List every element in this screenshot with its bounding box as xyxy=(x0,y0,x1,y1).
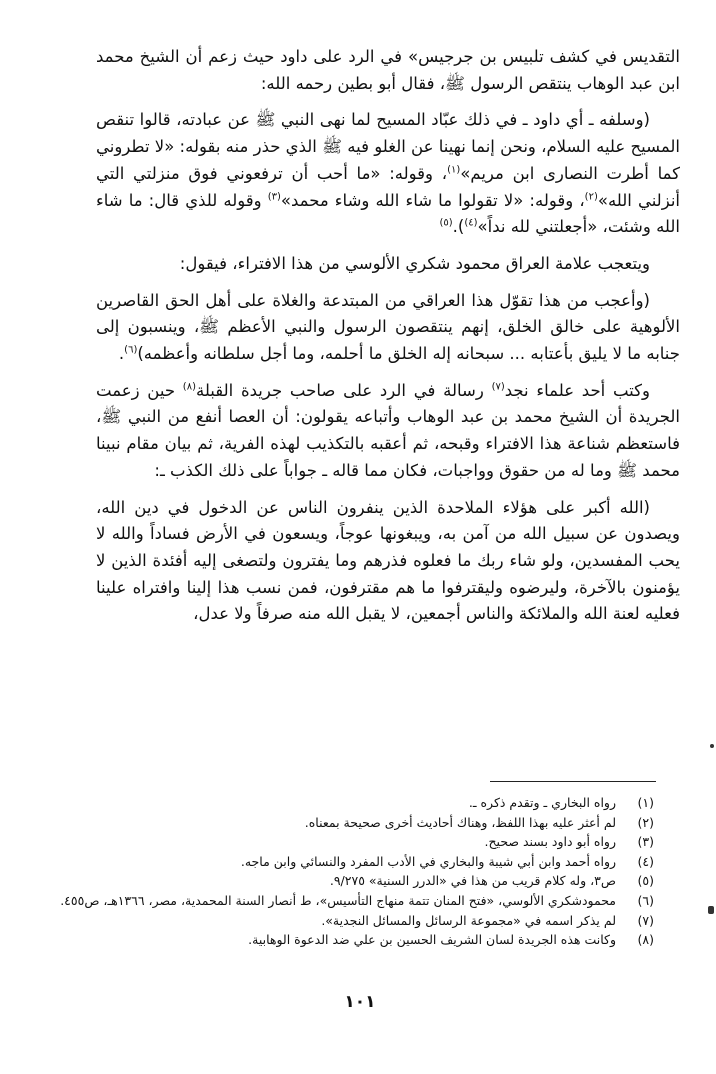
footnote-6 xyxy=(60,891,654,911)
footnote-7 xyxy=(60,911,654,931)
footnote-reference: (٦) xyxy=(124,344,138,356)
footnote-text: ص٣، وله كلام قريب من هذا في «الدرر السنية» ٩/٢٧٥. xyxy=(329,873,617,889)
footnote-4 xyxy=(60,852,654,872)
footnote-1 xyxy=(60,793,654,813)
footnote-number: (١) xyxy=(637,795,654,810)
footnote-reference: (٧) xyxy=(491,381,505,393)
footnote-8 xyxy=(60,930,654,950)
footnote-reference: (٢) xyxy=(584,191,598,203)
paragraph-3-alusi-intro: ويتعجب علامة العراق محمود شكري الألوسي من هذا الافتراء، فيقول: xyxy=(179,253,650,273)
footnotes xyxy=(60,793,654,950)
footnote-number: (٨) xyxy=(637,932,654,948)
paragraph-4-quote-alusi: (وأعجب من هذا تقوّل هذا العراقي من المبتدعة والغلاة على أهل الحق القاصرين الألوهية على خالق الخلق، إنهم ينتقصون الرسول والنبي الأعظم ﷺ، وينسبون إلى جنابه ما لا يليق بأعتابه ... سبحانه إله الخلق ما أحلمه، وما أجل سلطانه وأعظمه)$^{(٦)}$. xyxy=(96,290,680,364)
main-text xyxy=(96,44,680,638)
paragraph-5-najd-scholar: وكتب أحد علماء نجد$^{(٧)}$ رسالة في الرد على صاحب جريدة القبلة$^{(٨)}$ حين زعمت الجريدة أن الشيخ محمد بن عبد الوهاب وأتباعه يقولون: أن العصا أنفع من النبي ﷺ، فاستعظم شناعة هذا الافتراء وقبحه، ثم أعقبه بالتكذيب لهذه الفرية، ثم بيان مقام نبينا محمد ﷺ وما له من حقوق وواجبات، فكان مما قاله ـ جواباً على ذلك الكذب ـ: xyxy=(96,380,680,480)
footnote-text: رواه أحمد وابن أبي شيبة والبخاري في الأدب المفرد والنسائي وابن ماجه. xyxy=(240,853,617,869)
footnote-number: (٣) xyxy=(637,834,654,850)
page-number: ١٠١ xyxy=(344,992,376,1012)
footnote-text: محمودشكري الألوسي، «فتح المنان تتمة منهاج التأسيس»، ط أنصار السنة المحمدية، مصر، ١٣٦٦هـ، ص٤٥٥. xyxy=(60,892,617,908)
footnote-separator xyxy=(490,781,656,782)
footnote-5 xyxy=(60,871,654,891)
footnote-2 xyxy=(60,813,654,833)
paragraph-1: التقديس في كشف تلبيس بن جرجيس» في الرد على داود حيث زعم أن الشيخ محمد ابن عبد الوهاب ينتقص الرسول ﷺ، فقال أبو بطين رحمه الله: xyxy=(96,47,680,93)
footnote-number: (٧) xyxy=(637,912,654,928)
footnote-text: رواه البخاري ـ وتقدم ذكره ـ. xyxy=(468,795,617,810)
footnote-number: (٦) xyxy=(637,892,654,908)
footnote-text: رواه أبو داود بسند صحيح. xyxy=(484,834,617,850)
footnote-number: (٤) xyxy=(637,853,654,869)
footnote-reference: (٤) xyxy=(464,217,478,229)
margin-ink-mark xyxy=(708,906,714,914)
footnote-reference: (٨) xyxy=(182,381,196,393)
footnote-reference: (٣) xyxy=(267,191,281,203)
footnote-text: لم يذكر اسمه في «مجموعة الرسائل والمسائل النجدية». xyxy=(321,912,617,928)
footnote-text: لم أعثر عليه بهذا اللفظ، وهناك أحاديث أخرى صحيحة بمعناه. xyxy=(304,814,617,830)
footnote-reference: (١) xyxy=(447,164,461,176)
footnote-number: (٢) xyxy=(637,814,654,830)
footnote-reference: (٥) xyxy=(439,217,453,229)
footnote-3 xyxy=(60,832,654,852)
paragraph-2-quote-abu-butain: (وسلفه ـ أي داود ـ في ذلك عبّاد المسيح لما نهى النبي ﷺ عن عبادته، قالوا تنقص المسيح عليه السلام، ونحن إنما نهينا عن الغلو فيه ﷺ الذي حذر منه بقوله: «لا تطروني كما أطرت النصارى ابن مريم»$^{(١)}$، وقوله: «ما أحب أن ترفعوني فوق منزلتي التي أنزلني الله»$^{(٢)}$، وقوله: «لا تقولوا ما شاء الله وشاء محمد»$^{(٣)}$ وقوله للذي قال: ما شاء الله وشئت، «أجعلتني لله نداً»$^{(٤)}$).$^{(٥)}$ xyxy=(96,110,680,237)
margin-ink-mark xyxy=(710,744,714,748)
paragraph-6-quote-najd-scholar: (الله أكبر على هؤلاء الملاحدة الذين ينفرون الناس عن الدخول في دين الله، ويصدون عن سبيل الله من آمن به، ويبغونها عوجاً، ويسعون في الأرض فساداً والله لا يحب المفسدين، ولو شاء ربك ما فعلوه فذرهم وما يفترون ولتصغى إليه أفئدة الذين لا يؤمنون بالآخرة، وليرضوه وليقترفوا ما هم مقترفون، فمن نسب هذا إلينا وافتراه علينا فعليه لعنة الله والملائكة والناس أجمعين، لا يقبل الله منه صرفاً ولا عدل، xyxy=(96,497,680,624)
footnote-number: (٥) xyxy=(637,873,654,889)
footnote-text: وكانت هذه الجريدة لسان الشريف الحسين بن علي ضد الدعوة الوهابية. xyxy=(248,932,617,948)
